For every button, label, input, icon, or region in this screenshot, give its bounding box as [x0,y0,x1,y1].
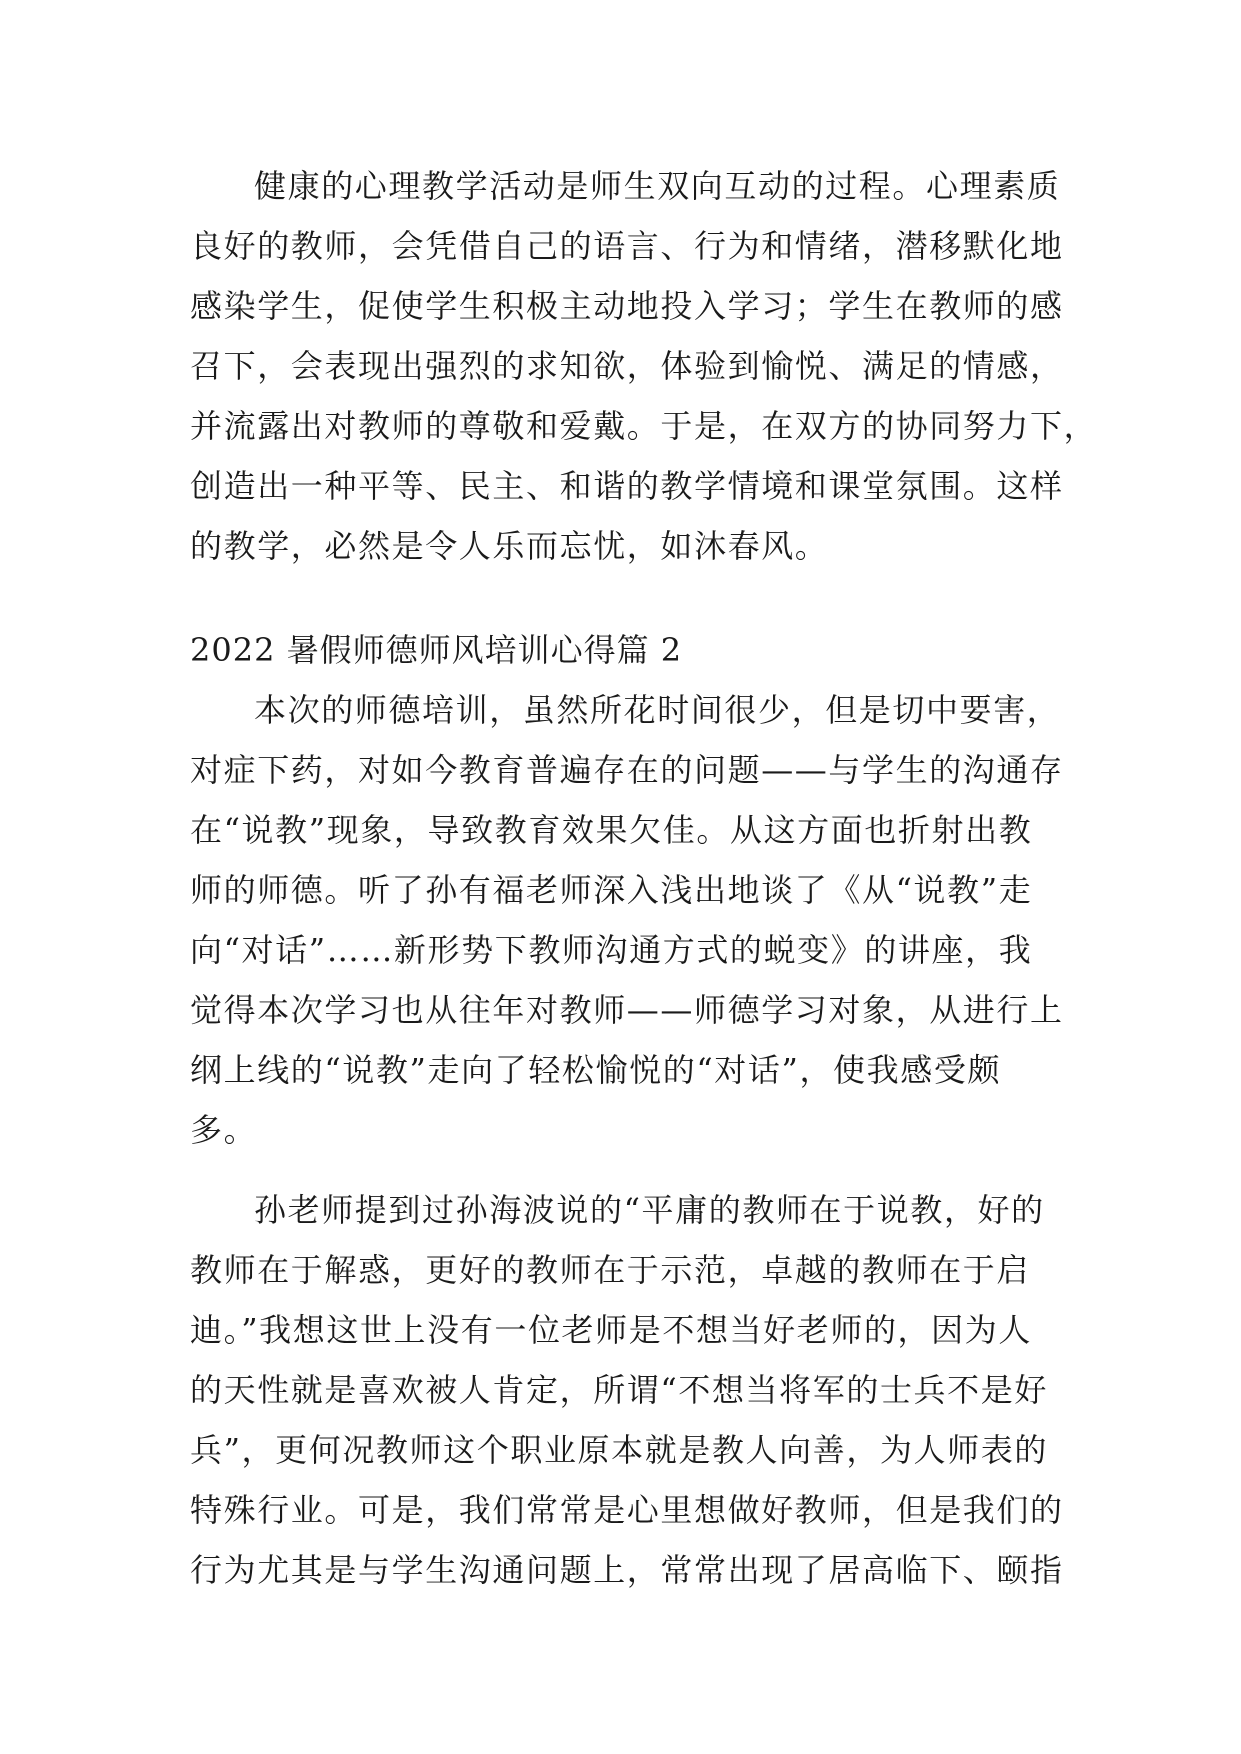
paragraph-2-line-7: 纲上线的“说教”走向了轻松愉悦的“对话”，使我感受颇 [190,1051,1002,1089]
paragraph-2-line-5: 向“对话”……新形势下教师沟通方式的蜕变》的讲座，我 [190,931,1033,969]
paragraph-2-line-3: 在“说教”现象，导致教育效果欠佳。从这方面也折射出教 [190,811,1033,849]
paragraph-3-line-1: 孙老师提到过孙海波说的“平庸的教师在于说教，好的 [254,1191,1045,1229]
paragraph-2-line-8: 多。 [190,1111,258,1149]
paragraph-1-line-4: 召下，会表现出强烈的求知欲，体验到愉悦、满足的情感， [190,347,1064,385]
paragraph-1-line-6: 创造出一种平等、民主、和谐的教学情境和课堂氛围。这样 [190,467,1064,505]
section-heading: 2022 暑假师德师风培训心得篇 2 [190,631,683,669]
paragraph-2-line-1: 本次的师德培训，虽然所花时间很少，但是切中要害， [254,691,1061,729]
paragraph-1-line-7: 的教学，必然是令人乐而忘忧，如沐春风。 [190,527,829,565]
paragraph-3-line-7: 行为尤其是与学生沟通问题上，常常出现了居高临下、颐指 [190,1551,1064,1589]
paragraph-2-line-2: 对症下药，对如今教育普遍存在的问题——与学生的沟通存 [190,751,1064,789]
paragraph-3-line-3: 迪。”我想这世上没有一位老师是不想当好老师的，因为人 [190,1311,1032,1349]
paragraph-3-line-5: 兵”，更何况教师这个职业原本就是教人向善，为人师表的 [190,1431,1048,1469]
paragraph-1-line-3: 感染学生，促使学生积极主动地投入学习；学生在教师的感 [190,287,1064,325]
paragraph-1-line-1: 健康的心理教学活动是师生双向互动的过程。心理素质 [254,167,1061,205]
paragraph-1-line-5: 并流露出对教师的尊敬和爱戴。于是，在双方的协同努力下， [190,407,1098,445]
paragraph-3-line-6: 特殊行业。可是，我们常常是心里想做好教师，但是我们的 [190,1491,1064,1529]
paragraph-1-line-2: 良好的教师，会凭借自己的语言、行为和情绪，潜移默化地 [190,227,1064,265]
paragraph-2-line-4: 师的师德。听了孙有福老师深入浅出地谈了《从“说教”走 [190,871,1033,909]
paragraph-3-line-2: 教师在于解惑，更好的教师在于示范，卓越的教师在于启 [190,1251,1031,1289]
paragraph-2-line-6: 觉得本次学习也从往年对教师——师德学习对象，从进行上 [190,991,1064,1029]
paragraph-3-line-4: 的天性就是喜欢被人肯定，所谓“不想当将军的士兵不是好 [190,1371,1048,1409]
